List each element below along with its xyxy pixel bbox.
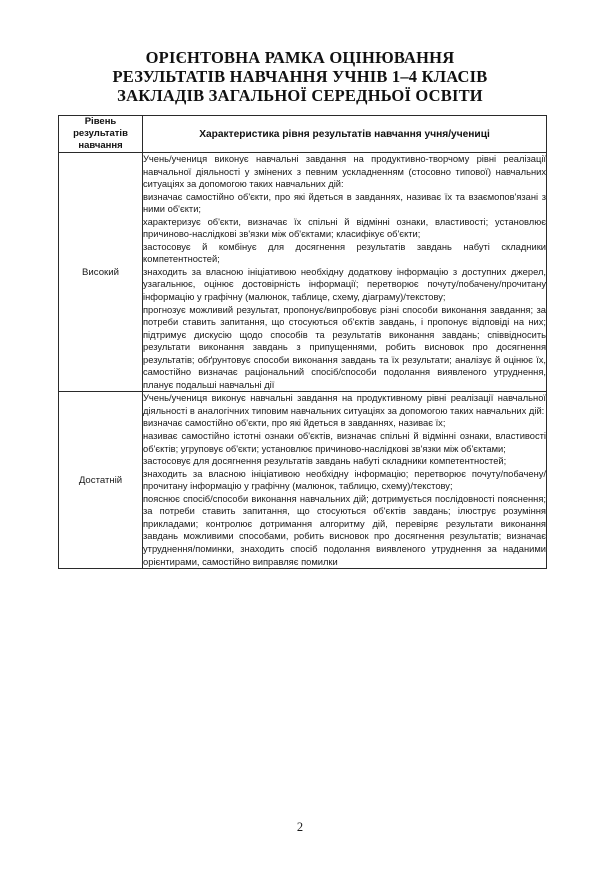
description-paragraph: пояснює спосіб/способи виконання навчальних дій; дотримується послідовності пояснення; за потреби ставить запитання, що стосуються об'єктів завдань; ілюструє розуміння прикладами; контролює дотримання алгоритму дій, перевіряє результати виконання завдань можливими способами, робить висновок про досягнення результатів; визначає утруднення/поминки, знаходить спосіб подолання виявленого утруднення за наданими орієнтирами, самостійно виправляє помилки	[143, 493, 546, 567]
description-paragraph: Учень/учениця виконує навчальні завдання на продуктивно-творчому рівні реалізації навчальної діяльності у змінених з певним ускладненням (стосовно типової) навчальних ситуаціях за допомогою таких навчальних дій:	[143, 154, 546, 190]
page-title-line-2: РЕЗУЛЬТАТІВ НАВЧАННЯ УЧНІВ 1–4 КЛАСІВ	[112, 67, 488, 86]
description-paragraph: називає самостійно істотні ознаки об'єктів, визначає спільні й відмінні ознаки, властивості об'єктів; угруповує об'єкти; установлює причиново-наслідкові зв'язки між об'єктами;	[143, 431, 546, 454]
page-title-line-3: ЗАКЛАДІВ ЗАГАЛЬНОЇ СЕРЕДНЬОЇ ОСВІТИ	[117, 86, 483, 105]
page-title	[40, 48, 560, 105]
table-header-row	[59, 116, 547, 153]
page-number: 2	[296, 820, 304, 834]
assessment-framework-table	[58, 115, 547, 569]
level-description-high	[143, 153, 547, 392]
column-header-description: Характеристика рівня результатів навчання учня/учениці	[143, 116, 547, 153]
column-header-level: Рівень результатів навчання	[59, 116, 143, 153]
table-row	[59, 153, 547, 392]
description-paragraph: застосовує й комбінує для досягнення результатів завдань набуті складники компетентностей;	[143, 241, 546, 265]
table-row	[59, 392, 547, 569]
description-paragraph: визначає самостійно об'єкти, про які йдеться в завданнях, називає їх та взаємопов'язані з ними об'єкти;	[143, 191, 546, 215]
level-name-high: Високий	[59, 153, 143, 392]
level-name-sufficient: Достатній	[59, 392, 143, 569]
description-paragraph: застосовує для досягнення результатів завдань набуті складники компетентностей;	[143, 456, 507, 467]
level-description-sufficient	[143, 392, 547, 569]
description-paragraph: прогнозує можливий результат, пропонує/випробовує різні способи виконання завдання; за потреби ставить запитання, що стосуються об'єктів завдань, і пропонує відповіді на них; підтримує дискусію щодо способів та результатів виконання завдань; співвідносить результати виконання завдань з припущеннями, робить висновок про досягнення результатів; обґрунтовує способи виконання завдань та їх результати; аналізує й оцінює їх, самостійно визначає раціональний спосіб/способи подолання виявленого утруднення, планує подальші навчальні дії	[143, 304, 546, 390]
description-paragraph: знаходить за власною ініціативою необхідну додаткову інформацію з доступних джерел, узагальнює, оцінює достовірність інформації; перетворює почуту/побачену/прочитану інформацію у графічну (малюнок, таблице, схему, діаграму)/текстову;	[143, 266, 546, 303]
description-paragraph: характеризує об'єкти, визначає їх спільні й відмінні ознаки, властивості; установлює причиново-наслідкові зв'язки між об'єктами; класифікує об'єкти;	[143, 216, 546, 240]
description-paragraph: знаходить за власною ініціативою необхідну інформацію; перетворює почуту/побачену/прочитану інформацію у графічну (малюнок, таблицю, схему)/текстову;	[143, 468, 546, 492]
description-paragraph: Учень/учениця виконує навчальні завдання на продуктивному рівні реалізації навчальної діяльності в аналогічних типовим навчальних ситуаціях за допомогою таких навчальних дій:	[143, 393, 546, 416]
page-title-line-1: ОРІЄНТОВНА РАМКА ОЦІНЮВАННЯ	[145, 48, 455, 67]
description-paragraph: визначає самостійно об'єкти, про які йдеться в завданнях, називає їх;	[143, 418, 446, 429]
